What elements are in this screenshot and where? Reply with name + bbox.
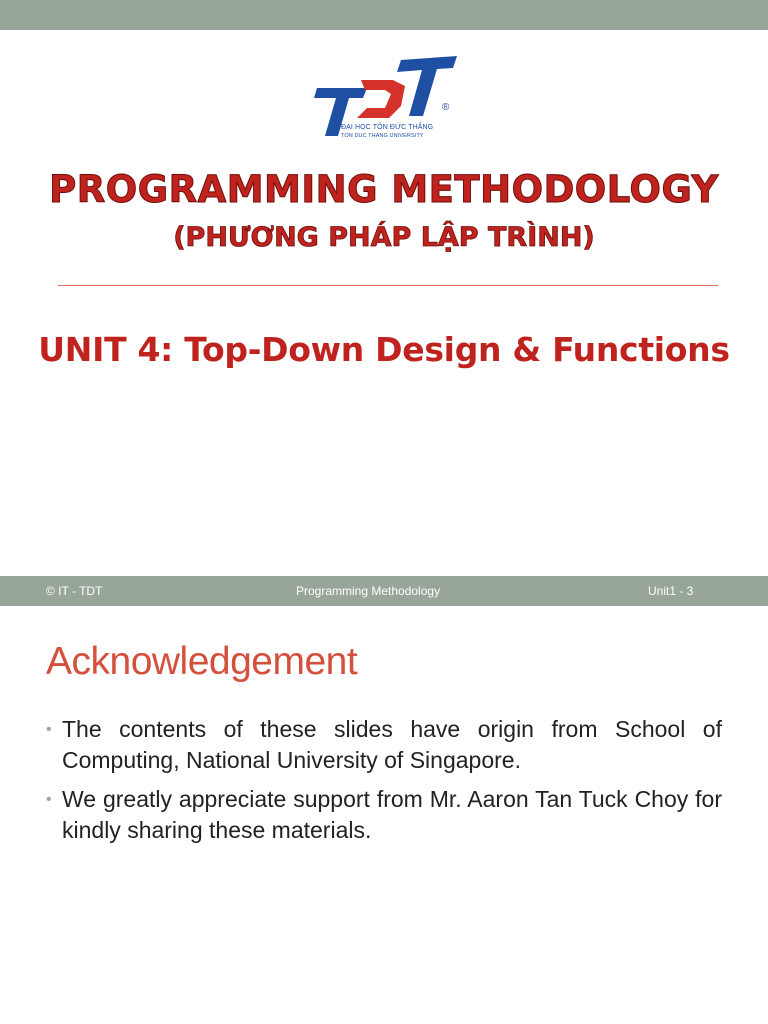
list-item — [46, 714, 722, 776]
unit-title: UNIT 4: Top-Down Design & Functions — [38, 330, 730, 369]
acknowledgement-heading: Acknowledgement — [46, 640, 358, 683]
logo-university-name-en: TON DUC THANG UNIVERSITY — [341, 133, 424, 139]
registered-mark: ® — [442, 102, 450, 113]
list-item — [46, 784, 722, 846]
logo-university-name-vi: ĐẠI HỌC TÔN ĐỨC THẮNG — [341, 124, 434, 131]
title-divider — [58, 285, 718, 286]
acknowledgement-list — [46, 714, 722, 854]
top-bar — [0, 0, 768, 30]
list-item-text: We greatly appreciate support from Mr. Aaron Tan Tuck Choy for kindly sharing these materials. — [62, 786, 722, 843]
footer-course-name: Programming Methodology — [296, 584, 441, 598]
university-logo — [305, 50, 465, 150]
course-subtitle: (PHƯƠNG PHÁP LẬP TRÌNH) — [173, 222, 595, 253]
bullet-icon: • — [46, 791, 52, 808]
bullet-icon: • — [46, 721, 52, 738]
footer-page-number: Unit1 - 3 — [648, 584, 694, 598]
footer-copyright: © IT - TDT — [46, 584, 103, 598]
course-title: PROGRAMMING METHODOLOGY — [49, 168, 719, 211]
list-item-text: The contents of these slides have origin from School of Computing, National University of Singapore. — [62, 716, 722, 773]
slide-footer — [0, 576, 768, 606]
